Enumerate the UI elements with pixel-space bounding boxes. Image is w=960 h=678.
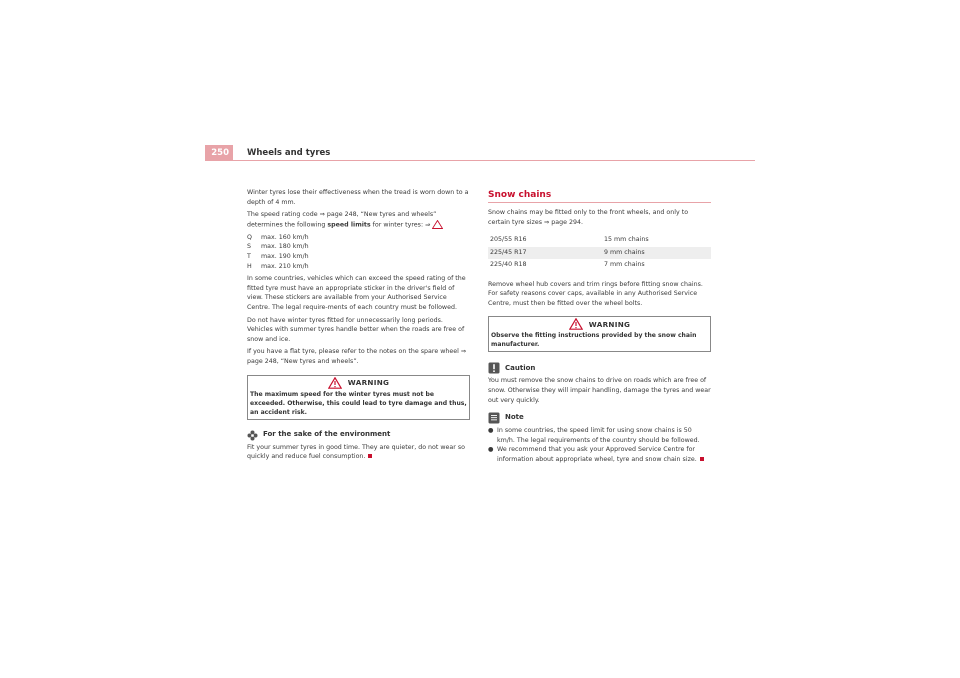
warning-title: WARNING: [588, 319, 631, 329]
speed-row: [247, 233, 470, 243]
caution-heading: [488, 362, 711, 374]
warning-triangle-icon: [328, 377, 342, 389]
table-row: [488, 247, 711, 260]
section-end-mark: [700, 457, 704, 461]
chain-size-cell: 15 mm chains: [604, 236, 649, 244]
caution-title: Caution: [505, 363, 536, 372]
table-row: [488, 234, 711, 247]
speed-rating-text-b: for winter tyres: ⇒: [370, 221, 431, 229]
flower-environment-icon: [247, 430, 258, 441]
paragraph-flat-tyre: If you have a flat tyre, please refer to the notes on the spare wheel ⇒ page 248, “New tyres and wheels”.: [247, 348, 467, 365]
tyre-size-cell: 205/55 R16: [490, 236, 527, 244]
speed-limits-bold: speed limits: [327, 221, 371, 229]
speed-list: [247, 233, 470, 271]
warning-text: Observe the fitting instructions provided by the snow chain manufacturer.: [491, 332, 697, 349]
section-end-mark: [368, 454, 372, 458]
tyre-size-cell: 225/40 R18: [490, 261, 527, 269]
warning-box-winter: [247, 375, 470, 420]
speed-code: H: [247, 262, 252, 270]
note-title: Note: [505, 413, 524, 422]
table-row: [488, 259, 711, 272]
paragraph-hub-covers: Remove wheel hub covers and trim rings before fitting snow chains. For safety reasons cover caps, available in any Authorised Service Centre, must then be fitted over the wheel bolts.: [488, 280, 703, 307]
header-rule: [205, 160, 755, 161]
warning-box-snow-chains: [488, 316, 711, 352]
environment-heading: [247, 430, 470, 441]
environment-title: For the sake of the environment: [263, 430, 391, 439]
paragraph-sticker: In some countries, vehicles which can exceed the speed rating of the fitted tyre must have an appropriate sticker in the driver's field of view. These stickers are available from your Authorised Service Centre. The legal require-ments of each country must be followed.: [247, 275, 466, 312]
note-text: We recommend that you ask your Approved Service Centre for information about appropriate wheel, tyre and snow chain size.: [497, 445, 711, 464]
environment-text: Fit your summer tyres in good time. They are quieter, do not wear so quickly and reduce fuel consumption.: [247, 443, 465, 461]
bullet-icon: ●: [488, 427, 494, 435]
chain-size-cell: 7 mm chains: [604, 261, 645, 269]
speed-row: [247, 242, 470, 252]
page-number: 250: [205, 145, 233, 161]
paragraph-winter-period: Do not have winter tyres fitted for unnecessarily long periods. Vehicles with summer tyres handle better when the roads are free of snow and ice.: [247, 316, 465, 343]
tyre-size-cell: 225/45 R17: [490, 248, 527, 256]
caution-exclamation-icon: [488, 362, 500, 374]
speed-value: max. 160 km/h: [261, 233, 309, 241]
note-bullet: [488, 426, 711, 445]
paragraph-tread-depth: Winter tyres lose their effectiveness when the tread is worn down to a depth of 4 mm.: [247, 189, 469, 206]
paragraph-speed-rating: [247, 210, 470, 230]
page-header: [205, 145, 755, 161]
speed-code: T: [247, 253, 251, 261]
note-heading: [488, 412, 711, 424]
note-bullet: [488, 445, 711, 464]
paragraph-snow-chains-intro: Snow chains may be fitted only to the front wheels, and only to certain tyre sizes ⇒ page 294.: [488, 209, 689, 226]
caution-text: You must remove the snow chains to drive on roads which are free of snow. Otherwise they will impair handling, damage the tyres and wear out very quickly.: [488, 377, 711, 404]
section-title-snow-chains: Snow chains: [488, 189, 711, 203]
speed-value: max. 190 km/h: [261, 253, 309, 261]
right-column: [488, 188, 711, 465]
warning-triangle-icon: [569, 318, 583, 330]
speed-code: Q: [247, 233, 252, 241]
running-title: Wheels and tyres: [247, 148, 331, 158]
speed-code: S: [247, 243, 251, 251]
left-column: [247, 188, 470, 465]
speed-row: [247, 252, 470, 262]
warning-text: The maximum speed for the winter tyres must not be exceeded. Otherwise, this could lead to tyre damage and thus, an accident risk.: [250, 390, 467, 416]
bullet-icon: ●: [488, 446, 494, 454]
warning-triangle-icon: [432, 220, 443, 229]
warning-title: WARNING: [347, 377, 390, 387]
note-text: In some countries, the speed limit for using snow chains is 50 km/h. The legal requirements of the country should be followed.: [497, 427, 700, 444]
speed-value: max. 210 km/h: [261, 262, 309, 270]
note-info-icon: [488, 412, 500, 424]
chain-size-cell: 9 mm chains: [604, 248, 645, 256]
snow-chain-table: [488, 234, 711, 272]
speed-value: max. 180 km/h: [261, 243, 309, 251]
speed-rating-text-a: The speed rating code ⇒ page 248, “New tyres and wheels” determines the following: [247, 211, 437, 229]
speed-row: [247, 262, 470, 272]
